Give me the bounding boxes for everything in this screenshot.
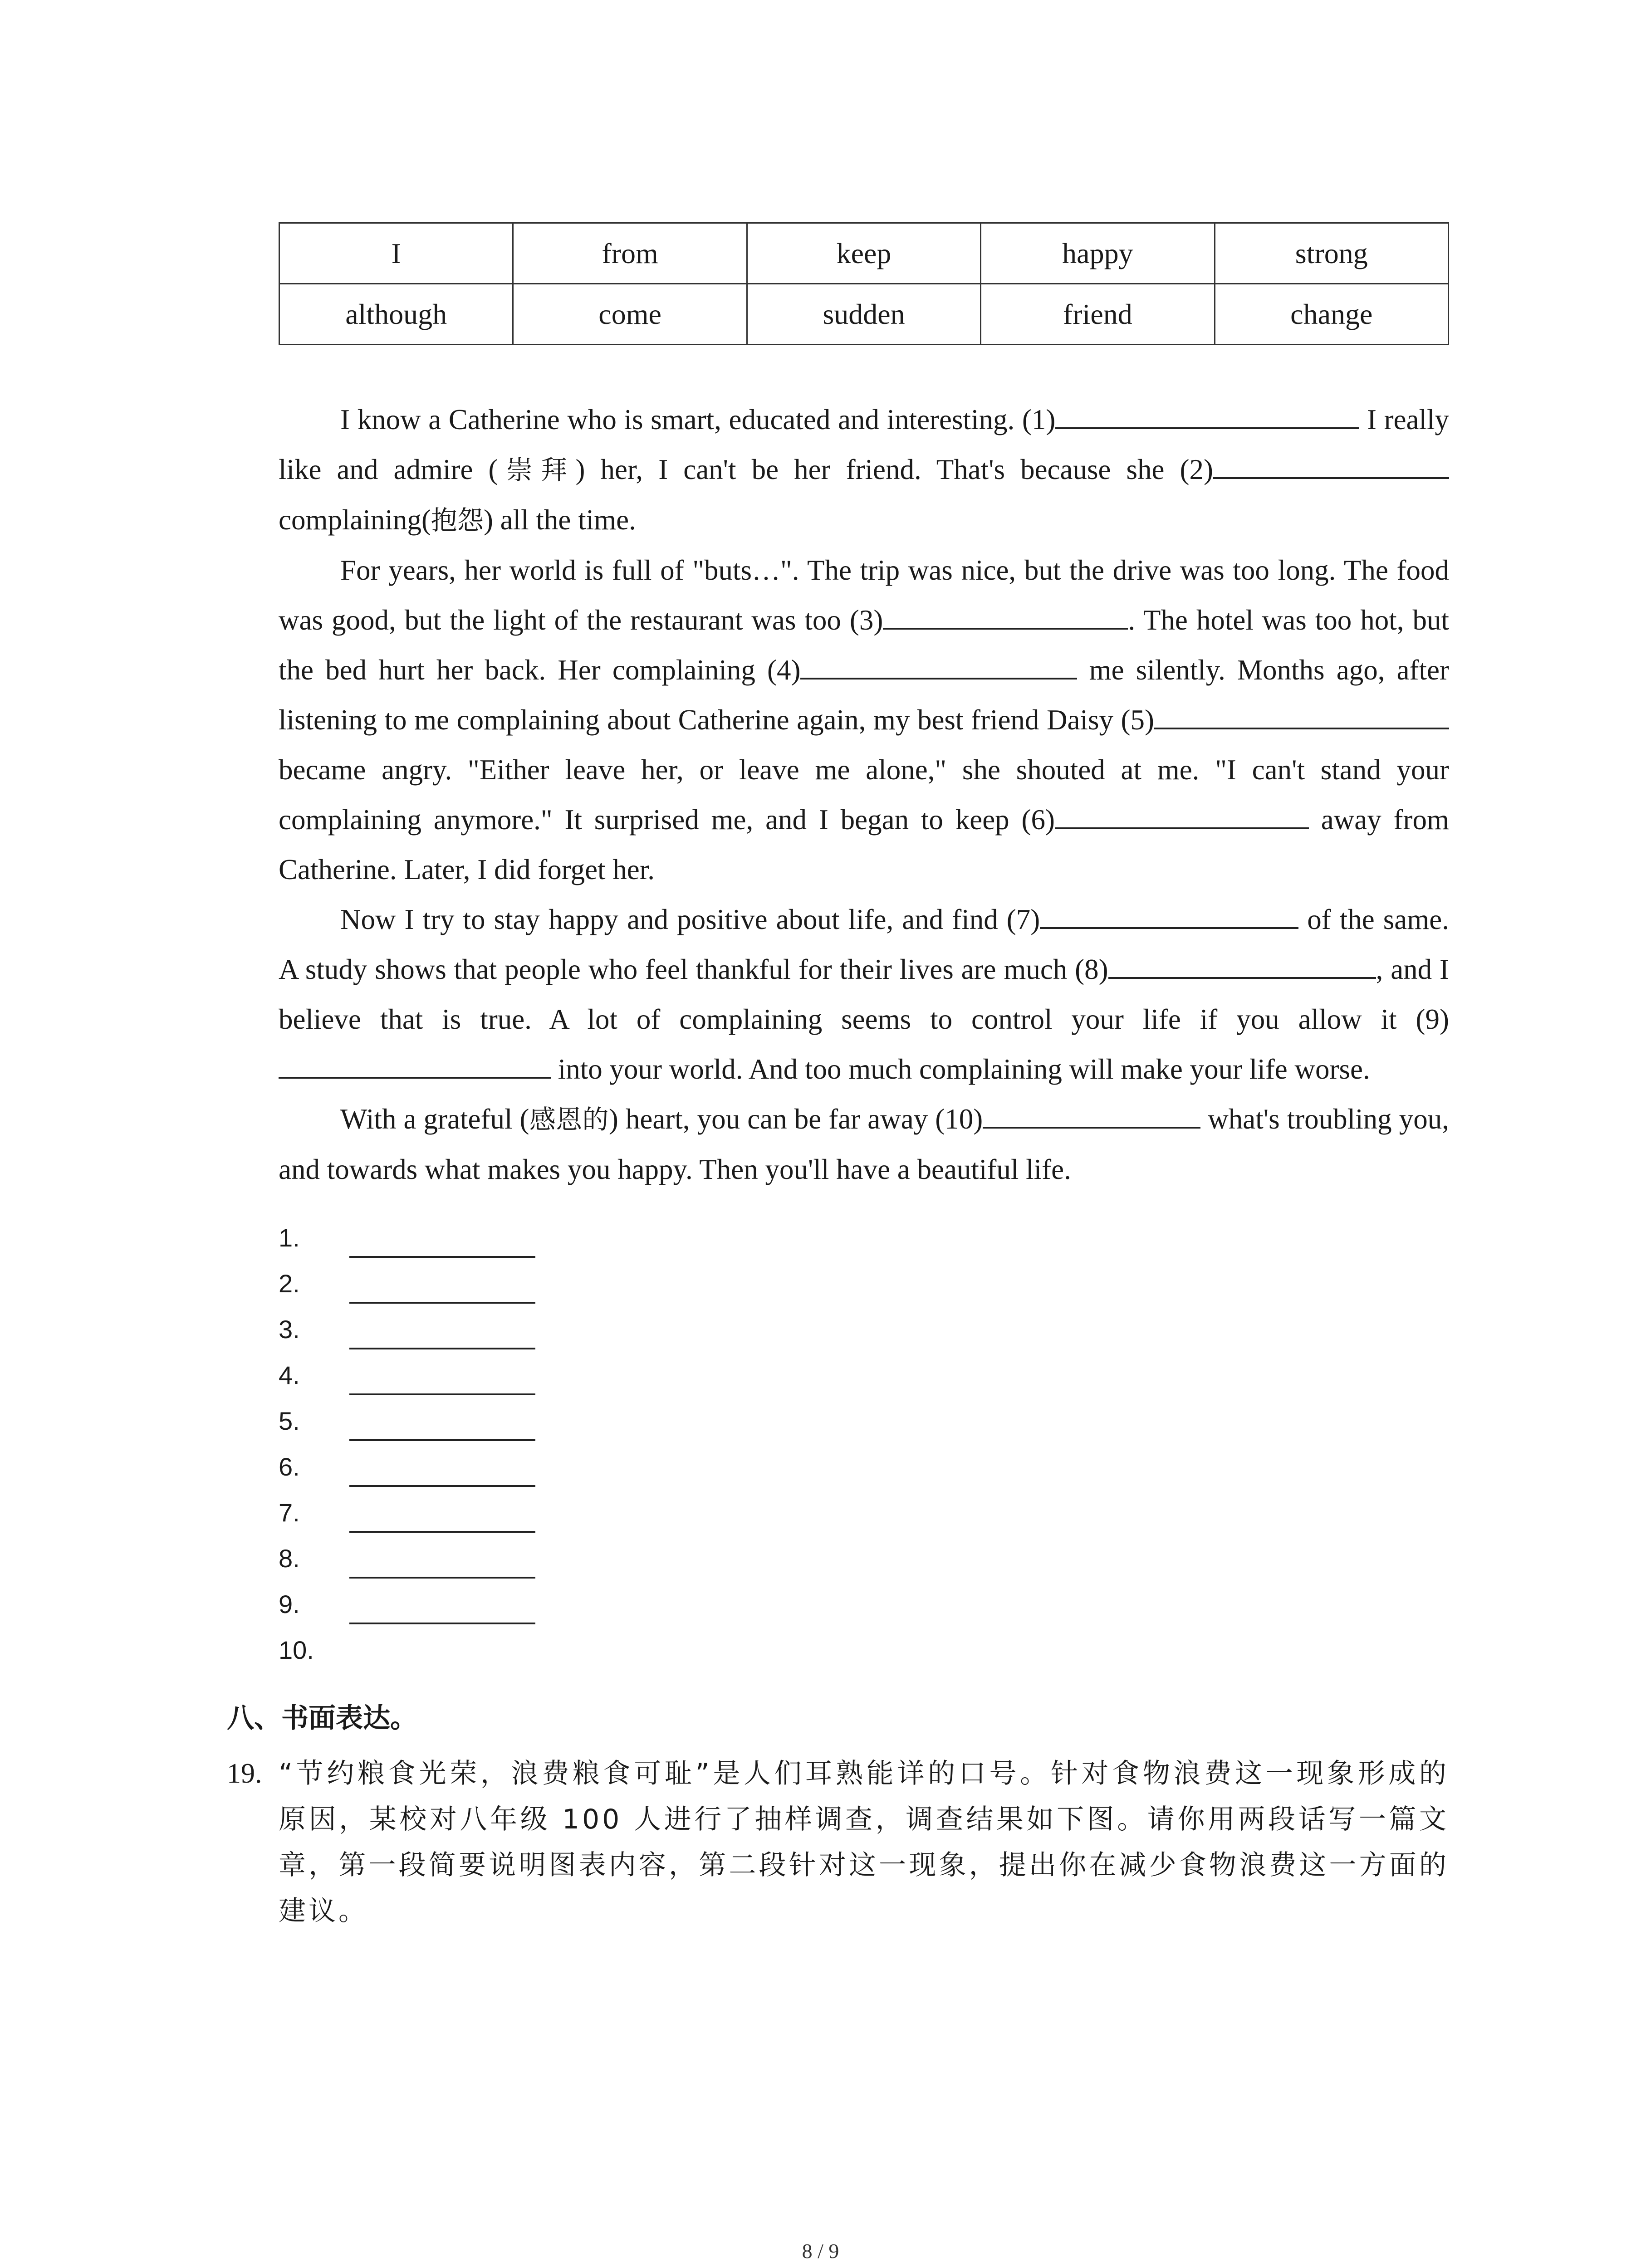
answer-line[interactable] bbox=[349, 1256, 535, 1258]
passage-paragraph-2: For years, her world is full of "buts…". The trip was nice, but the drive was too long. The food was good, but the light of the restaurant was too (3) . The hotel was too hot, but the bed hurt her back. Her complaining (4) me silently. Months ago, after listening to me complaining about Catherine again, my best friend Daisy (5) became angry. "Either leave her, or leave me alone," she shouted at me. "I can't stand your complaining anymore." It surprised me, and I began to keep (6) away from Catherine. Later, I did forget her. bbox=[279, 554, 1450, 885]
answer-item: 8. bbox=[279, 1541, 823, 1587]
table-cell: happy bbox=[981, 223, 1215, 284]
blank-2[interactable] bbox=[1213, 450, 1449, 479]
answer-item: 5. bbox=[279, 1403, 823, 1449]
table-cell: sudden bbox=[747, 284, 980, 345]
table-cell: friend bbox=[981, 284, 1215, 345]
answer-line[interactable] bbox=[349, 1485, 535, 1487]
section-heading: 八、书面表达。 bbox=[227, 1702, 417, 1734]
table-cell: I bbox=[279, 223, 513, 284]
answer-line[interactable] bbox=[349, 1439, 535, 1441]
answer-list bbox=[279, 1220, 823, 1678]
page-number: 8 / 9 bbox=[802, 2239, 839, 2263]
answer-item: 6. bbox=[279, 1449, 823, 1495]
answer-item: 9. bbox=[279, 1587, 823, 1633]
answer-line[interactable] bbox=[349, 1577, 535, 1579]
table-cell: from bbox=[513, 223, 747, 284]
blank-1[interactable] bbox=[1055, 400, 1359, 429]
answer-item: 7. bbox=[279, 1495, 823, 1541]
table-cell: strong bbox=[1215, 223, 1448, 284]
passage-paragraph-4: With a grateful (感恩的) heart, you can be far away (10) what's troubling you, and towards what makes you happy. Then you'll have a beautiful life. bbox=[279, 1094, 1449, 1194]
question-number: 19. bbox=[227, 1758, 262, 1789]
table-cell: although bbox=[279, 284, 513, 345]
blank-3[interactable] bbox=[883, 601, 1128, 630]
answer-item: 2. bbox=[279, 1266, 823, 1312]
blank-7[interactable] bbox=[1040, 900, 1298, 929]
answer-item: 10. bbox=[279, 1636, 314, 1664]
table-cell: change bbox=[1215, 284, 1448, 345]
answer-item: 4. bbox=[279, 1358, 823, 1403]
blank-5[interactable] bbox=[1154, 700, 1449, 729]
blank-9[interactable] bbox=[279, 1050, 551, 1079]
passage-paragraph-3: Now I try to stay happy and positive about life, and find (7) of the same. A study shows that people who feel thankful for their lives are much (8) , and I believe that is true. A lot of complaining seems to control your life if you allow it (9) into your world. And too much complaining will make your life worse. bbox=[279, 894, 1449, 1094]
answer-line[interactable] bbox=[349, 1302, 535, 1304]
blank-8[interactable] bbox=[1108, 950, 1376, 979]
table-cell: keep bbox=[747, 223, 980, 284]
answer-line[interactable] bbox=[349, 1348, 535, 1349]
answer-line[interactable] bbox=[349, 1393, 535, 1395]
answer-item: 1. bbox=[279, 1220, 823, 1266]
table-row bbox=[279, 223, 1449, 284]
passage-paragraph-1: I know a Catherine who is smart, educated and interesting. (1) I really like and admire (崇拜) her, I can't be her friend. That's because she (2) complaining(抱怨) all the time. bbox=[279, 395, 1449, 545]
blank-6[interactable] bbox=[1055, 800, 1309, 829]
table-cell: come bbox=[513, 284, 747, 345]
word-bank-table bbox=[279, 222, 1449, 345]
answer-line[interactable] bbox=[349, 1623, 535, 1624]
cloze-passage bbox=[279, 395, 1449, 1194]
answer-line[interactable] bbox=[349, 1531, 535, 1533]
answer-item: 3. bbox=[279, 1312, 823, 1358]
blank-4[interactable] bbox=[800, 650, 1077, 679]
blank-10[interactable] bbox=[983, 1100, 1200, 1129]
question-text: “节约粮食光荣，浪费粮食可耻”是人们耳熟能详的口号。针对食物浪费这一现象形成的原因，某校对八年级 100 人进行了抽样调查，调查结果如下图。请你用两段话写一篇文章，第一段简要说明图表内容，第二段针对这一现象，提出你在减少食物浪费这一方面的建议。 bbox=[279, 1758, 1449, 1927]
table-row bbox=[279, 284, 1449, 345]
